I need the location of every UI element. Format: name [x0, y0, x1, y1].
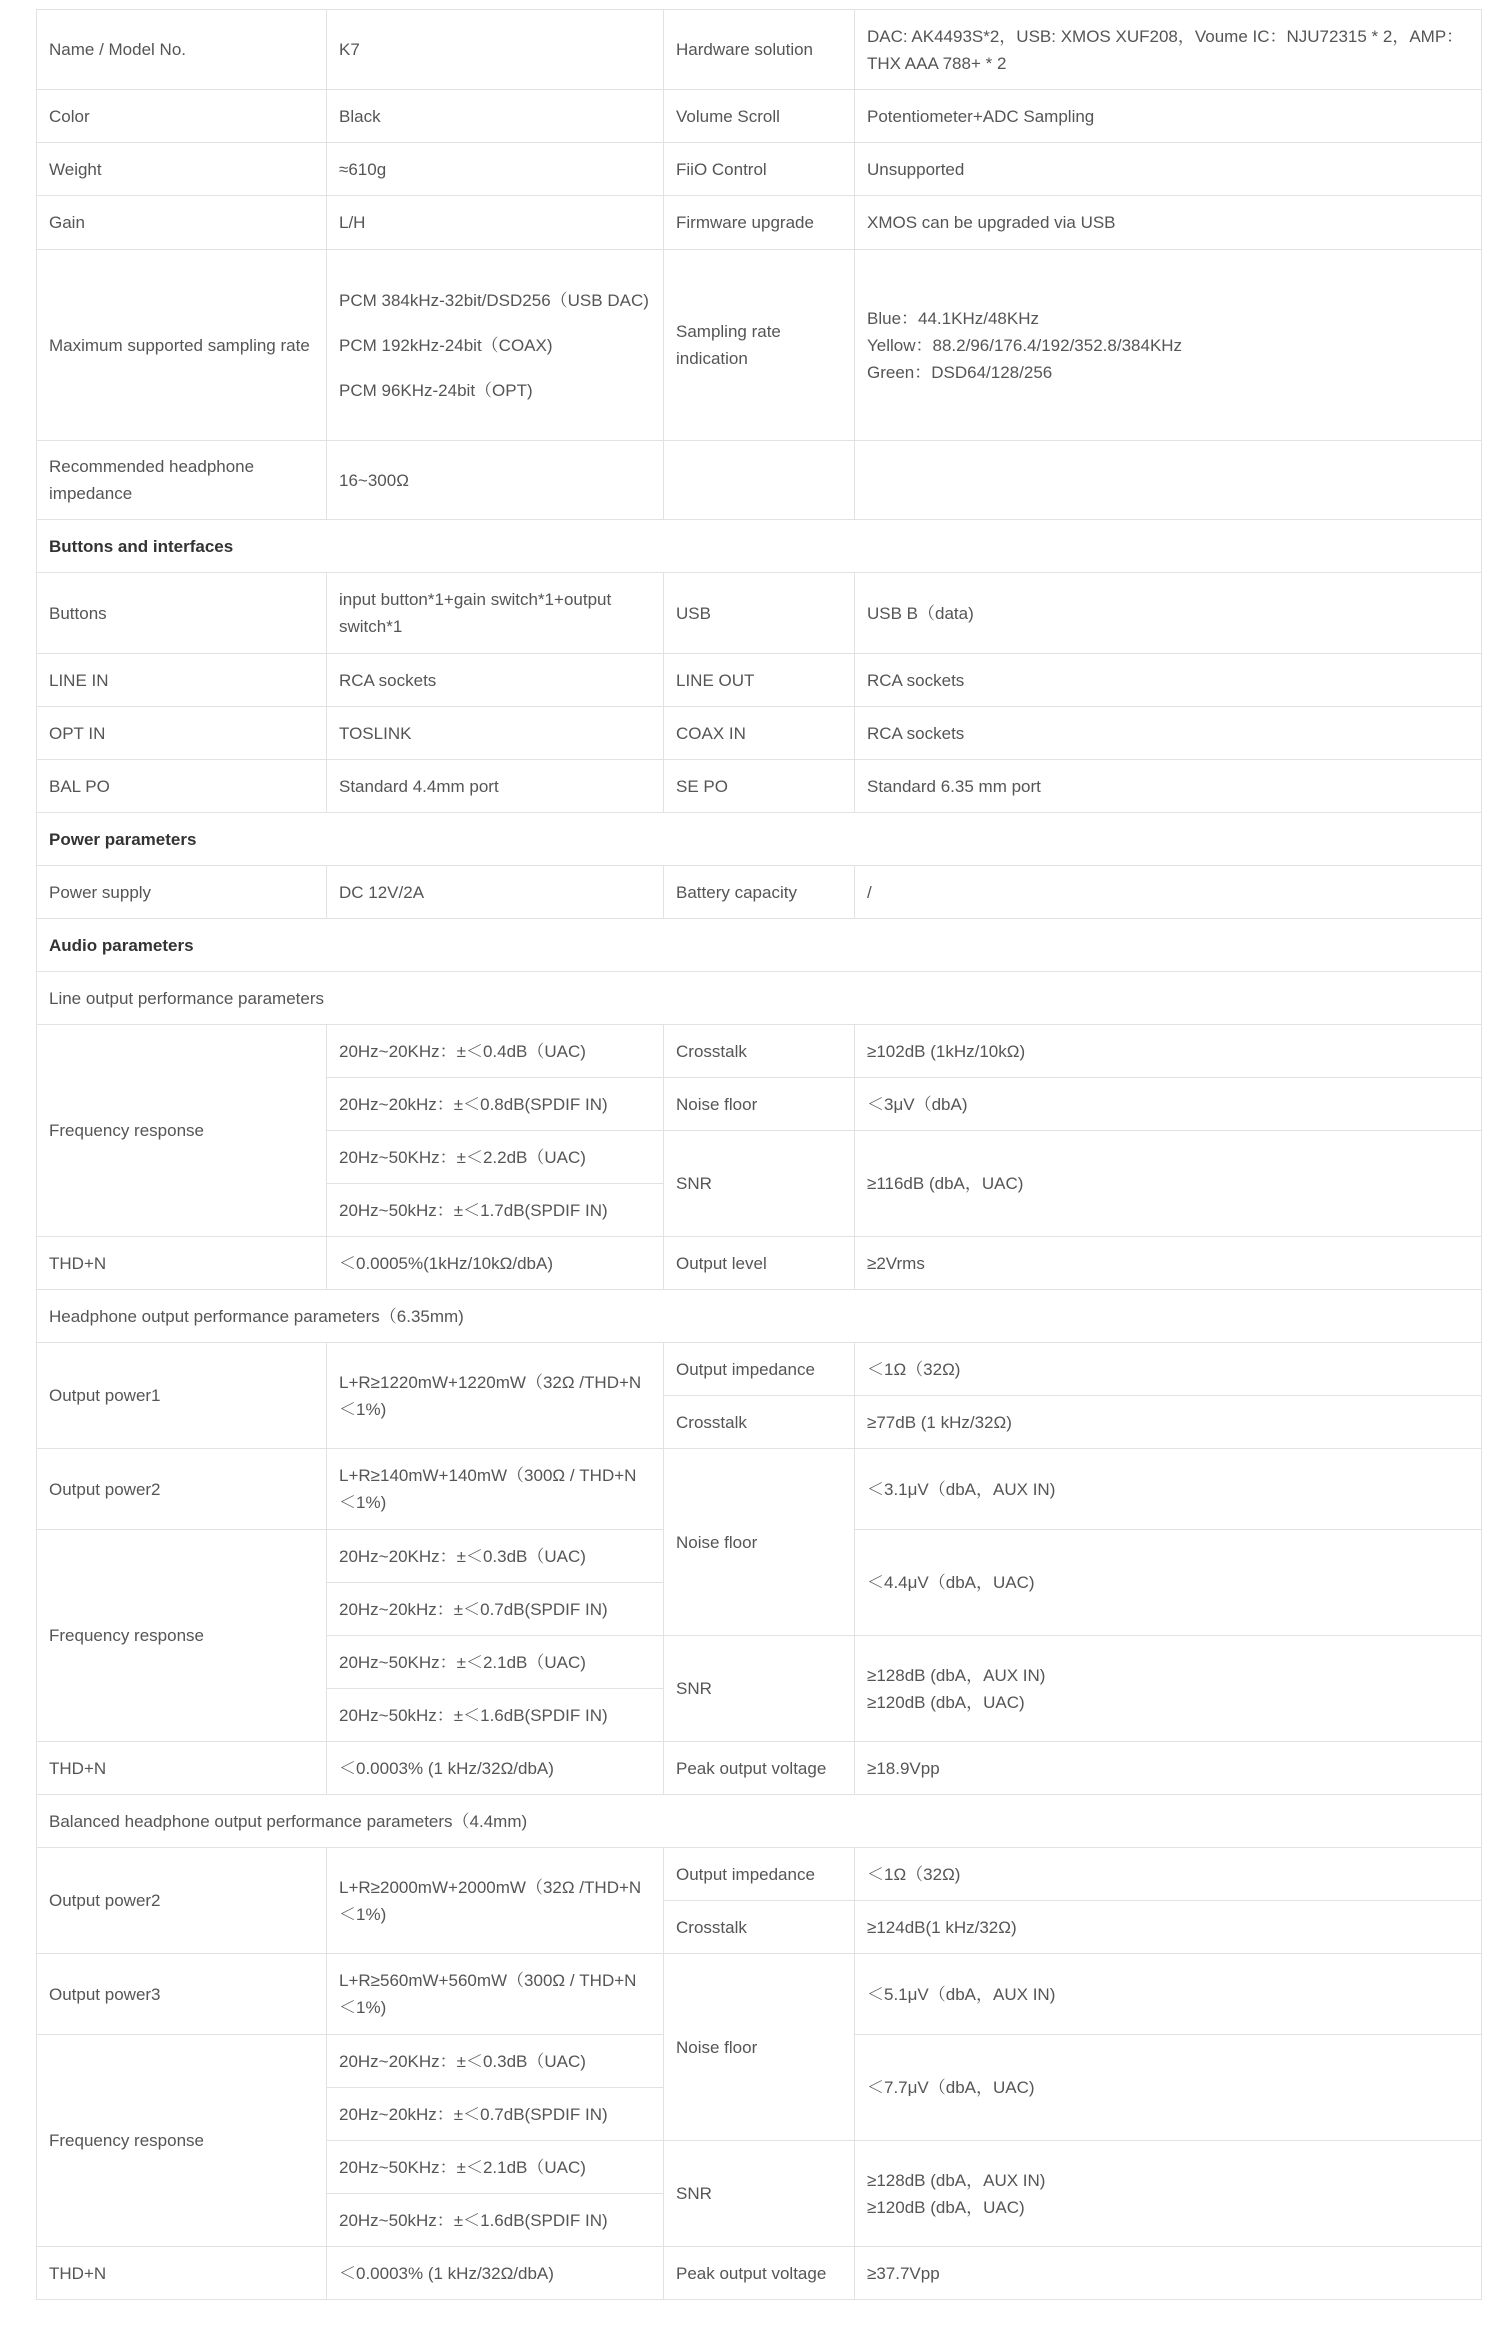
- subsection-heading: Balanced headphone output performance parameters（4.4mm): [37, 1795, 1482, 1848]
- spec-label: Frequency response: [37, 1530, 327, 1742]
- table-row: [37, 707, 1482, 760]
- table-row: [37, 573, 1482, 654]
- table-row: [37, 1848, 1482, 1901]
- spec-value: ≥37.7Vpp: [855, 2247, 1482, 2300]
- spec-label: SNR: [664, 1636, 855, 1742]
- spec-label: Power supply: [37, 866, 327, 919]
- spec-value: ≥18.9Vpp: [855, 1742, 1482, 1795]
- spec-value: 20Hz~50KHz：±＜2.2dB（UAC): [327, 1131, 664, 1184]
- section-heading: Audio parameters: [37, 919, 1482, 972]
- table-row: [37, 1237, 1482, 1290]
- spec-table: [36, 9, 1482, 2300]
- subsection-row: [37, 1795, 1482, 1848]
- spec-value: Unsupported: [855, 143, 1482, 196]
- spec-value: ＜1Ω（32Ω): [855, 1848, 1482, 1901]
- spec-label: Battery capacity: [664, 866, 855, 919]
- spec-label: Crosstalk: [664, 1025, 855, 1078]
- table-row: [37, 90, 1482, 143]
- spec-label: SE PO: [664, 760, 855, 813]
- snr-line: ≥128dB (dbA，AUX IN): [867, 1665, 1046, 1685]
- spec-value: ＜3.1μV（dbA，AUX IN): [855, 1449, 1482, 1530]
- spec-value: DAC: AK4493S*2，USB: XMOS XUF208，Voume IC：NJU72315 * 2，AMP：THX AAA 788+ * 2: [855, 10, 1482, 90]
- spec-value: ≥102dB (1kHz/10kΩ): [855, 1025, 1482, 1078]
- spec-label: Hardware solution: [664, 10, 855, 90]
- spec-label: Gain: [37, 196, 327, 250]
- spec-value: 20Hz~50kHz：±＜1.7dB(SPDIF IN): [327, 1184, 664, 1237]
- sampling-line: PCM 192kHz-24bit（COAX): [339, 335, 553, 355]
- table-row: [37, 760, 1482, 813]
- spec-value: 20Hz~20KHz：±＜0.3dB（UAC): [327, 2035, 664, 2088]
- spec-label: Weight: [37, 143, 327, 196]
- spec-label: Color: [37, 90, 327, 143]
- table-row: [37, 10, 1482, 90]
- table-row: [37, 654, 1482, 707]
- spec-value: Standard 6.35 mm port: [855, 760, 1482, 813]
- spec-label: Recommended headphone impedance: [37, 441, 327, 520]
- table-row: [37, 196, 1482, 250]
- subsection-row: [37, 972, 1482, 1025]
- spec-value: ≥77dB (1 kHz/32Ω): [855, 1396, 1482, 1449]
- spec-value: 20Hz~20kHz：±＜0.8dB(SPDIF IN): [327, 1078, 664, 1131]
- indication-line: Blue：44.1KHz/48KHz: [867, 308, 1039, 328]
- spec-label: LINE IN: [37, 654, 327, 707]
- spec-label: Output power3: [37, 1954, 327, 2035]
- spec-value: K7: [327, 10, 664, 90]
- spec-value: USB B（data): [855, 573, 1482, 654]
- table-row: [37, 1449, 1482, 1530]
- section-row: [37, 919, 1482, 972]
- section-row: [37, 813, 1482, 866]
- spec-value: 20Hz~20kHz：±＜0.7dB(SPDIF IN): [327, 2088, 664, 2141]
- spec-label: THD+N: [37, 2247, 327, 2300]
- table-row: [37, 1343, 1482, 1396]
- spec-label: COAX IN: [664, 707, 855, 760]
- indication-line: Green：DSD64/128/256: [867, 362, 1053, 382]
- spec-value-multiline: [855, 250, 1482, 441]
- spec-value: RCA sockets: [327, 654, 664, 707]
- spec-value: ＜5.1μV（dbA，AUX IN): [855, 1954, 1482, 2035]
- spec-label: SNR: [664, 1131, 855, 1237]
- spec-value: 20Hz~20kHz：±＜0.7dB(SPDIF IN): [327, 1583, 664, 1636]
- spec-value: ＜3μV（dbA): [855, 1078, 1482, 1131]
- spec-label: Output power2: [37, 1848, 327, 1954]
- spec-label: Sampling rate indication: [664, 250, 855, 441]
- spec-value: ＜4.4μV（dbA，UAC): [855, 1530, 1482, 1636]
- spec-value: 16~300Ω: [327, 441, 664, 520]
- spec-label: USB: [664, 573, 855, 654]
- spec-value: ＜7.7μV（dbA，UAC): [855, 2035, 1482, 2141]
- table-row: [37, 1742, 1482, 1795]
- spec-value: TOSLINK: [327, 707, 664, 760]
- section-heading: Power parameters: [37, 813, 1482, 866]
- spec-value: RCA sockets: [855, 654, 1482, 707]
- spec-label: THD+N: [37, 1237, 327, 1290]
- section-heading: Buttons and interfaces: [37, 520, 1482, 573]
- spec-value: ≈610g: [327, 143, 664, 196]
- spec-label: FiiO Control: [664, 143, 855, 196]
- spec-label: Output power2: [37, 1449, 327, 1530]
- spec-value: ＜0.0003% (1 kHz/32Ω/dbA): [327, 2247, 664, 2300]
- spec-label: Maximum supported sampling rate: [37, 250, 327, 441]
- spec-label: Buttons: [37, 573, 327, 654]
- spec-label: Noise floor: [664, 1954, 855, 2141]
- spec-value: 20Hz~50kHz：±＜1.6dB(SPDIF IN): [327, 2194, 664, 2247]
- spec-label: Frequency response: [37, 2035, 327, 2247]
- spec-value: ＜1Ω（32Ω): [855, 1343, 1482, 1396]
- snr-line: ≥128dB (dbA，AUX IN): [867, 2170, 1046, 2190]
- spec-label: Output impedance: [664, 1848, 855, 1901]
- spec-value: ≥124dB(1 kHz/32Ω): [855, 1901, 1482, 1954]
- spec-label: Noise floor: [664, 1078, 855, 1131]
- table-row: [37, 2247, 1482, 2300]
- spec-value: ≥116dB (dbA，UAC): [855, 1131, 1482, 1237]
- table-row: [37, 143, 1482, 196]
- empty-cell: [664, 441, 855, 520]
- spec-value: ＜0.0003% (1 kHz/32Ω/dbA): [327, 1742, 664, 1795]
- table-row: [37, 441, 1482, 520]
- spec-label: Output power1: [37, 1343, 327, 1449]
- sampling-line: PCM 384kHz-32bit/DSD256（USB DAC): [339, 290, 649, 310]
- subsection-heading: Line output performance parameters: [37, 972, 1482, 1025]
- spec-label: Frequency response: [37, 1025, 327, 1237]
- spec-label: SNR: [664, 2141, 855, 2247]
- spec-label: Name / Model No.: [37, 10, 327, 90]
- spec-value-multiline: [855, 1636, 1482, 1742]
- spec-label: OPT IN: [37, 707, 327, 760]
- spec-value: 20Hz~50KHz：±＜2.1dB（UAC): [327, 1636, 664, 1689]
- table-row: [37, 1025, 1482, 1078]
- spec-value: L+R≥560mW+560mW（300Ω / THD+N＜1%): [327, 1954, 664, 2035]
- spec-value: RCA sockets: [855, 707, 1482, 760]
- snr-line: ≥120dB (dbA，UAC): [867, 1692, 1025, 1712]
- spec-value: L+R≥1220mW+1220mW（32Ω /THD+N＜1%): [327, 1343, 664, 1449]
- spec-value: 20Hz~50KHz：±＜2.1dB（UAC): [327, 2141, 664, 2194]
- spec-label: LINE OUT: [664, 654, 855, 707]
- spec-label: Crosstalk: [664, 1396, 855, 1449]
- sampling-line: PCM 96KHz-24bit（OPT): [339, 380, 533, 400]
- indication-line: Yellow：88.2/96/176.4/192/352.8/384KHz: [867, 335, 1183, 355]
- section-row: [37, 520, 1482, 573]
- spec-label: Peak output voltage: [664, 1742, 855, 1795]
- snr-line: ≥120dB (dbA，UAC): [867, 2197, 1025, 2217]
- table-row: [37, 866, 1482, 919]
- spec-value: Black: [327, 90, 664, 143]
- spec-value: Potentiometer+ADC Sampling: [855, 90, 1482, 143]
- spec-label: BAL PO: [37, 760, 327, 813]
- spec-value: ≥2Vrms: [855, 1237, 1482, 1290]
- spec-label: Output level: [664, 1237, 855, 1290]
- table-row: [37, 250, 1482, 441]
- spec-label: Output impedance: [664, 1343, 855, 1396]
- spec-label: Noise floor: [664, 1449, 855, 1636]
- spec-value: input button*1+gain switch*1+output switch*1: [327, 573, 664, 654]
- subsection-row: [37, 1290, 1482, 1343]
- spec-value: 20Hz~20KHz：±＜0.3dB（UAC): [327, 1530, 664, 1583]
- spec-value: 20Hz~50kHz：±＜1.6dB(SPDIF IN): [327, 1689, 664, 1742]
- spec-value: 20Hz~20KHz：±＜0.4dB（UAC): [327, 1025, 664, 1078]
- spec-value: DC 12V/2A: [327, 866, 664, 919]
- empty-cell: [855, 441, 1482, 520]
- subsection-heading: Headphone output performance parameters（6.35mm): [37, 1290, 1482, 1343]
- spec-label: Crosstalk: [664, 1901, 855, 1954]
- spec-label: THD+N: [37, 1742, 327, 1795]
- spec-label: Peak output voltage: [664, 2247, 855, 2300]
- spec-value: ＜0.0005%(1kHz/10kΩ/dbA): [327, 1237, 664, 1290]
- spec-value: XMOS can be upgraded via USB: [855, 196, 1482, 250]
- spec-value: /: [855, 866, 1482, 919]
- spec-label: Volume Scroll: [664, 90, 855, 143]
- spec-value: L/H: [327, 196, 664, 250]
- spec-value: Standard 4.4mm port: [327, 760, 664, 813]
- spec-value-multiline: [327, 250, 664, 441]
- table-row: [37, 1954, 1482, 2035]
- spec-value: L+R≥2000mW+2000mW（32Ω /THD+N＜1%): [327, 1848, 664, 1954]
- spec-label: Firmware upgrade: [664, 196, 855, 250]
- spec-value: L+R≥140mW+140mW（300Ω / THD+N＜1%): [327, 1449, 664, 1530]
- spec-value-multiline: [855, 2141, 1482, 2247]
